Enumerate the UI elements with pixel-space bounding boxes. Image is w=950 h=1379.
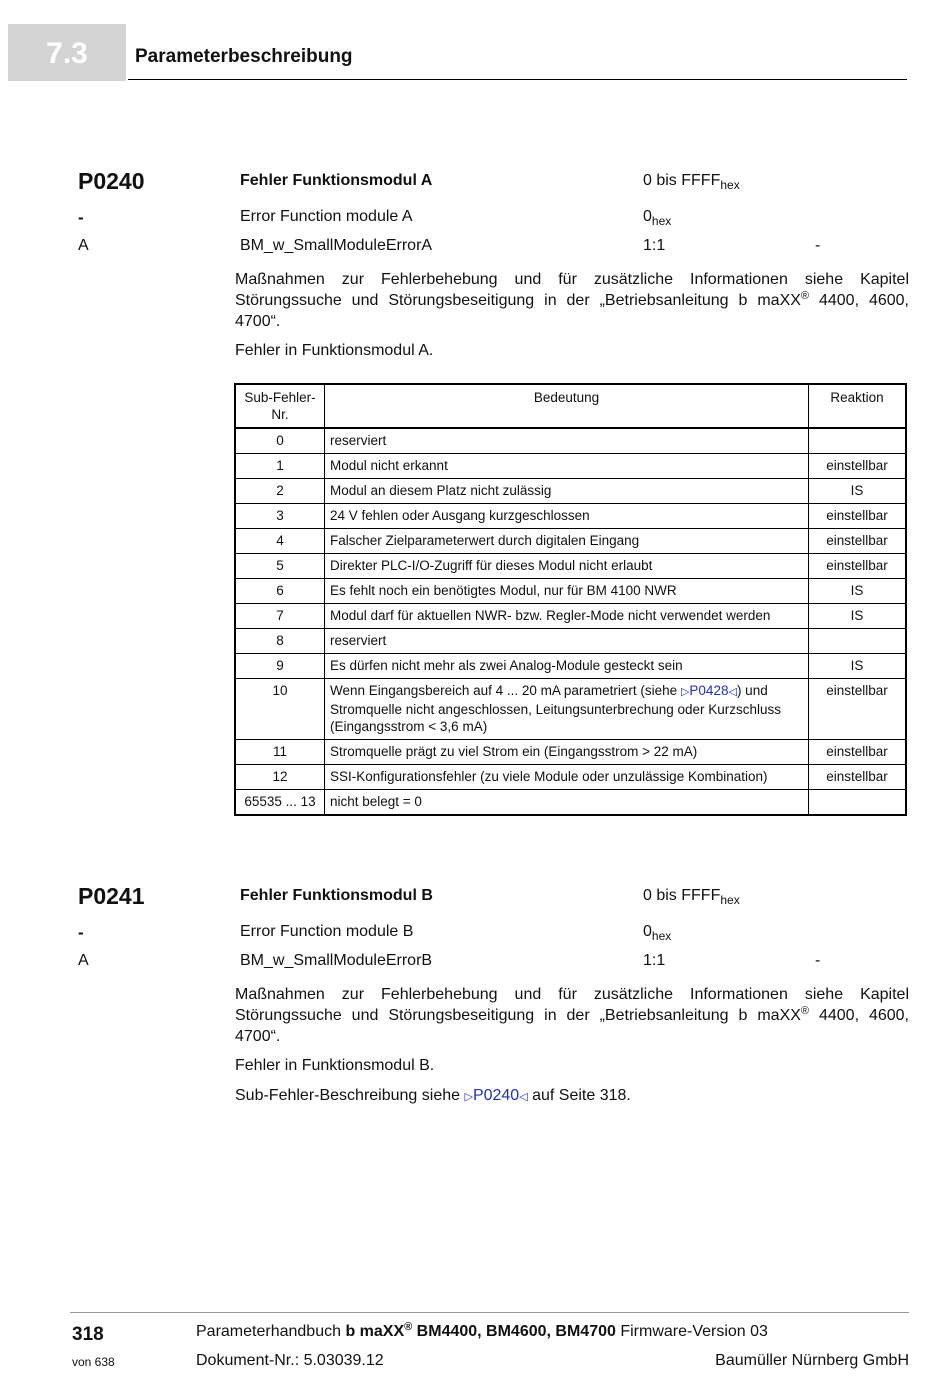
parameter-scaling: 1:1 <box>643 237 666 254</box>
section-title: Parameterbeschreibung <box>135 46 353 67</box>
parameter-variable: BM_w_SmallModuleErrorB <box>240 952 433 969</box>
table-row: 6 Es fehlt noch ein benötigtes Modul, nur für BM 4100 NWR IS <box>235 579 906 604</box>
table-row: 10 Wenn Eingangsbereich auf 4 ... 20 mA parametriert (siehe ▷P0428◁) und Stromquelle nicht angeschlossen, Leitungsunterbrechung oder Kurzschluss (Eingangsstrom < 3,6 mA) einstellbar <box>235 679 906 740</box>
parameter-default: $0_{hex}$ <box>643 208 672 228</box>
parameter-default: $0_{hex}$ <box>643 923 672 943</box>
parameter-dash: - <box>78 923 84 942</box>
parameter-name-en: Error Function module B <box>240 923 414 940</box>
footer-rule <box>70 1312 909 1313</box>
table-row: 3 24 V fehlen oder Ausgang kurzgeschlossen einstellbar <box>235 504 906 529</box>
triangle-right-icon: ▷ <box>464 1091 473 1103</box>
page-count: von 638 <box>72 1355 115 1369</box>
triangle-left-icon: ◁ <box>728 686 737 698</box>
triangle-right-icon: ▷ <box>680 686 690 698</box>
table-row: 11 Stromquelle prägt zu viel Strom ein (Eingangsstrom > 22 mA) einstellbar <box>235 740 906 765</box>
parameter-unit: - <box>815 952 821 969</box>
triangle-left-icon: ◁ <box>519 1091 528 1103</box>
table-row: 1 Modul nicht erkannt einstellbar <box>235 454 906 479</box>
table-row: 7 Modul darf für aktuellen NWR- bzw. Regler-Mode nicht verwendet werden IS <box>235 604 906 629</box>
table-row: 9 Es dürfen nicht mehr als zwei Analog-Module gesteckt sein IS <box>235 654 906 679</box>
table-header-row <box>235 384 906 428</box>
parameter-name: Fehler Funktionsmodul A <box>240 172 433 189</box>
parameter-id: P0241 <box>78 883 145 909</box>
page-number: 318 <box>72 1324 104 1345</box>
parameter-id: P0240 <box>78 168 145 194</box>
parameter-access: A <box>78 237 89 254</box>
col-header-reaction: Reaktion <box>809 384 907 428</box>
section-number: 7.3 <box>46 37 88 70</box>
parameter-name-en: Error Function module A <box>240 208 413 225</box>
parameter-unit: - <box>815 237 821 254</box>
table-row: 5 Direkter PLC-I/O-Zugriff für dieses Modul nicht erlaubt einstellbar <box>235 554 906 579</box>
param-link-p0428[interactable]: ▷P0428◁ <box>680 683 737 698</box>
measures-paragraph: Maßnahmen zur Fehlerbehebung und für zusätzliche Informationen siehe Kapitel Störungssuche und Störungsbeseitigung in der „Betriebsanleitung b maXX® 4400, 4600, 4700“. <box>235 986 909 1045</box>
parameter-name: Fehler Funktionsmodul B <box>240 887 433 904</box>
parameter-range: 0 bis $FFFF_{hex}$ <box>643 172 740 192</box>
header-rule <box>128 79 907 80</box>
description-paragraph: Fehler in Funktionsmodul B. <box>235 1057 435 1074</box>
parameter-scaling: 1:1 <box>643 952 666 969</box>
measures-paragraph: Maßnahmen zur Fehlerbehebung und für zusätzliche Informationen siehe Kapitel Störungssuche und Störungsbeseitigung in der „Betriebsanleitung b maXX® 4400, 4600, 4700“. <box>235 271 909 330</box>
company-name: Baumüller Nürnberg GmbH <box>715 1352 909 1369</box>
table-row: 65535 ... 13 nicht belegt = 0 <box>235 790 906 816</box>
table-row: 2 Modul an diesem Platz nicht zulässig IS <box>235 479 906 504</box>
table-row: 0 reserviert <box>235 428 906 454</box>
parameter-variable: BM_w_SmallModuleErrorA <box>240 237 433 254</box>
sub-error-table <box>234 383 907 816</box>
col-header-nr: Sub-Fehler-Nr. <box>235 384 325 428</box>
reference-paragraph: Sub-Fehler-Beschreibung siehe ▷P0240◁ auf Seite 318. <box>235 1087 631 1104</box>
parameter-dash: - <box>78 208 84 227</box>
table-row: 12 SSI-Konfigurationsfehler (zu viele Module oder unzulässige Kombination) einstellbar <box>235 765 906 790</box>
parameter-range: 0 bis $FFFF_{hex}$ <box>643 887 740 907</box>
parameter-access: A <box>78 952 89 969</box>
table-row: 8 reserviert <box>235 629 906 654</box>
table-row: 4 Falscher Zielparameterwert durch digitalen Eingang einstellbar <box>235 529 906 554</box>
param-link-p0240[interactable]: ▷P0240◁ <box>464 1087 528 1104</box>
description-paragraph: Fehler in Funktionsmodul A. <box>235 342 434 359</box>
col-header-meaning: Bedeutung <box>325 384 809 428</box>
book-title: Parameterhandbuch b maXX® BM4400, BM4600, BM4700 Firmware-Version 03 <box>196 1321 768 1340</box>
document-number: Dokument-Nr.: 5.03039.12 <box>196 1352 384 1369</box>
